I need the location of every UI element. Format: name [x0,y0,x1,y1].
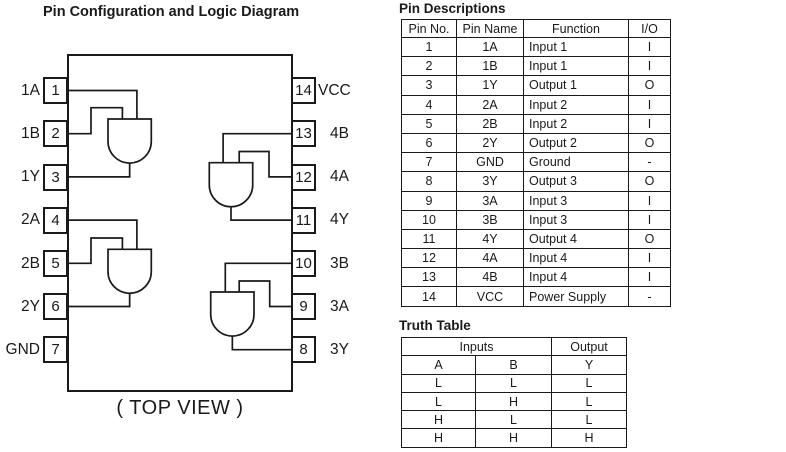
wire-gate1-to-pin3 [68,163,130,177]
col-header-b: B [476,356,552,374]
cell-io: I [629,38,671,57]
pin-box-5: 5 [43,250,68,277]
cell-io: - [629,153,671,172]
cell-function: Output 2 [524,133,629,152]
table-row [402,172,671,191]
cell-function: Input 4 [524,249,629,268]
cell-function: Input 3 [524,191,629,210]
cell-y: H [552,429,627,447]
col-header-y: Y [552,356,627,374]
pin-label-4b: 4B [330,124,349,142]
cell-y: L [552,392,627,410]
cell-pin-name: 1B [457,57,524,76]
wire-pin12-to-gate4 [239,152,291,177]
cell-pin-no: 11 [402,229,457,248]
pin-box-11: 11 [291,207,316,234]
and-gate-1 [108,119,151,163]
cell-pin-name: 3Y [457,172,524,191]
cell-function: Output 3 [524,172,629,191]
cell-a: H [402,429,476,447]
table-row [402,287,671,306]
pin-label-gnd: GND [5,340,40,358]
table-row [402,249,671,268]
cell-pin-no: 5 [402,114,457,133]
pin-box-12: 12 [291,164,316,191]
cell-a: L [402,392,476,410]
cell-io: I [629,114,671,133]
cell-pin-no: 4 [402,95,457,114]
pin-box-10: 10 [291,250,316,277]
pin-box-2: 2 [43,120,68,147]
wire-gate3-to-pin8 [232,336,291,350]
cell-pin-no: 2 [402,57,457,76]
and-gate-3 [211,292,254,336]
cell-b: H [476,429,552,447]
pin-box-1: 1 [43,77,68,104]
pin-label-3a: 3A [330,297,349,315]
cell-function: Ground [524,153,629,172]
truth-row [402,411,627,429]
cell-pin-name: 2B [457,114,524,133]
col-header-pin-no: Pin No. [402,20,457,38]
cell-function: Input 1 [524,38,629,57]
pin-label-2b: 2B [21,254,40,272]
pin-box-3: 3 [43,164,68,191]
ic-body-outline [68,55,292,391]
table-row [402,229,671,248]
group-header-output: Output [552,338,627,356]
cell-pin-no: 9 [402,191,457,210]
and-gate-2 [108,249,151,293]
cell-pin-name: 4B [457,268,524,287]
wire-pin10-to-gate3 [225,263,291,292]
cell-io: I [629,210,671,229]
pin-label-4y: 4Y [330,211,349,228]
truth-group-header-row [402,338,627,356]
pin-box-7: 7 [43,336,68,363]
group-header-inputs: Inputs [402,338,552,356]
cell-pin-name: 2Y [457,133,524,152]
pin-box-8: 8 [291,336,316,363]
cell-io: I [629,191,671,210]
table-row [402,191,671,210]
table-row [402,95,671,114]
cell-b: L [476,374,552,392]
cell-pin-no: 13 [402,268,457,287]
wire-pin13-to-gate4 [223,134,291,163]
col-header-function: Function [524,20,629,38]
cell-b: L [476,411,552,429]
cell-a: H [402,411,476,429]
cell-pin-name: 4A [457,249,524,268]
cell-function: Input 1 [524,57,629,76]
cell-a: L [402,374,476,392]
cell-y: L [552,411,627,429]
pin-label-2y: 2Y [21,297,40,315]
cell-io: I [629,268,671,287]
wire-gate2-to-pin6 [68,293,130,306]
cell-io: O [629,172,671,191]
cell-function: Input 4 [524,268,629,287]
cell-pin-name: 3B [457,210,524,229]
pin-label-2a: 2A [21,211,40,228]
cell-io: I [629,95,671,114]
cell-io: I [629,57,671,76]
table-row [402,153,671,172]
cell-b: H [476,392,552,410]
and-gate-4 [209,163,252,207]
cell-io: O [629,229,671,248]
wire-pin4-to-gate2 [68,220,137,249]
wire-pin2-to-gate1 [68,108,122,134]
pin-label-1b: 1B [21,124,40,142]
wire-pin9-to-gate3 [239,281,291,307]
cell-io: O [629,133,671,152]
cell-pin-no: 12 [402,249,457,268]
col-header-pin-name: Pin Name [457,20,524,38]
pin-box-9: 9 [291,293,316,320]
cell-function: Input 3 [524,210,629,229]
cell-function: Output 4 [524,229,629,248]
cell-pin-name: 4Y [457,229,524,248]
pin-label-vcc: VCC [318,81,351,99]
cell-io: O [629,76,671,95]
cell-pin-name: GND [457,153,524,172]
cell-io: I [629,249,671,268]
cell-function: Output 1 [524,76,629,95]
table-row [402,57,671,76]
table-header-row [402,20,671,38]
top-view-caption: ( TOP VIEW ) [116,397,244,419]
pin-label-1a: 1A [21,81,40,99]
cell-function: Power Supply [524,287,629,306]
pin-box-13: 13 [291,120,316,147]
wire-pin1-to-gate1 [68,91,137,120]
cell-pin-no: 8 [402,172,457,191]
pin-label-4a: 4A [330,168,349,185]
cell-pin-name: 2A [457,95,524,114]
cell-y: L [552,374,627,392]
truth-row [402,392,627,410]
page-title: Pin Configuration and Logic Diagram [43,4,300,20]
cell-pin-no: 1 [402,38,457,57]
pin-label-1y: 1Y [21,168,40,185]
pin-descriptions-table [401,19,671,307]
pin-box-4: 4 [43,207,68,234]
table-row [402,114,671,133]
wire-gate4-to-pin11 [231,207,291,221]
table-row [402,133,671,152]
cell-pin-no: 7 [402,153,457,172]
pin-box-14: 14 [291,77,316,104]
truth-table-title: Truth Table [399,318,471,333]
truth-row [402,429,627,447]
cell-pin-name: 3A [457,191,524,210]
cell-function: Input 2 [524,114,629,133]
table-row [402,76,671,95]
truth-column-header-row [402,356,627,374]
table-row [402,268,671,287]
cell-pin-name: VCC [457,287,524,306]
cell-pin-no: 6 [402,133,457,152]
pin-box-6: 6 [43,293,68,320]
cell-pin-name: 1Y [457,76,524,95]
cell-pin-no: 14 [402,287,457,306]
cell-pin-no: 3 [402,76,457,95]
truth-table [401,337,627,448]
col-header-a: A [402,356,476,374]
table-row [402,38,671,57]
cell-io: - [629,287,671,306]
wire-pin5-to-gate2 [68,238,122,263]
pin-label-3b: 3B [330,254,349,272]
cell-pin-name: 1A [457,38,524,57]
pin-descriptions-title: Pin Descriptions [399,1,506,16]
table-row [402,210,671,229]
cell-function: Input 2 [524,95,629,114]
cell-pin-no: 10 [402,210,457,229]
col-header-io: I/O [629,20,671,38]
pin-label-3y: 3Y [330,340,349,358]
truth-row [402,374,627,392]
